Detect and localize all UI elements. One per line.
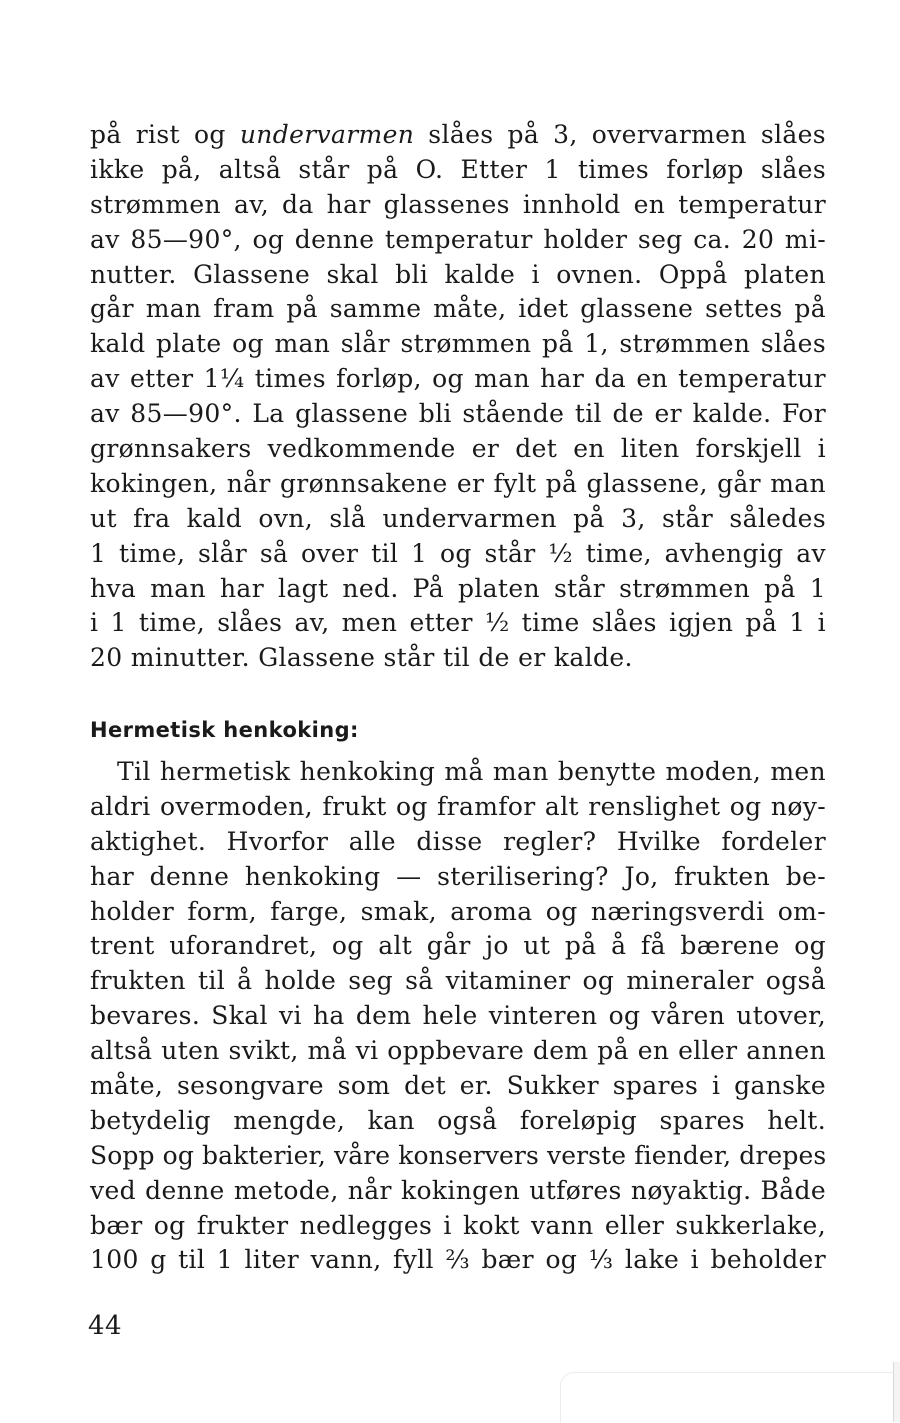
text-line: hva man har lagt ned. På platen står strømmen på 1 bbox=[90, 573, 826, 603]
emphasized-word: undervarmen bbox=[239, 120, 415, 149]
text-line: trent uforandret, og alt går jo ut på å få bærene og bbox=[90, 931, 826, 961]
text-line: holder form, farge, smak, aroma og næringsverdi om- bbox=[90, 896, 826, 926]
text-line: ved denne metode, når kokingen utføres nøyaktig. Både bbox=[90, 1175, 826, 1205]
text-line: frukten til å holde seg så vitaminer og mineraler også bbox=[90, 966, 826, 996]
text-line: altså uten svikt, må vi oppbevare dem på en eller annen bbox=[90, 1036, 826, 1066]
text-line: av 85—90°, og denne temperatur holder seg ca. 20 mi- bbox=[90, 224, 826, 254]
text-line: av etter 1¼ times forløp, og man har da en temperatur bbox=[90, 364, 826, 394]
page-edge-shadow bbox=[560, 1372, 900, 1423]
text-line: bær og frukter nedlegges i kokt vann eller sukkerlake, bbox=[90, 1210, 826, 1240]
section-heading: Hermetisk henkoking: bbox=[90, 718, 359, 742]
text-line: har denne henkoking — sterilisering? Jo, frukten be- bbox=[90, 861, 826, 891]
text-line: betydelig mengde, kan også foreløpig spares helt. bbox=[90, 1105, 826, 1135]
text-line: går man fram på samme måte, idet glassene settes på bbox=[90, 294, 826, 324]
text-line: 20 minutter. Glassene står til de er kalde. bbox=[90, 643, 633, 673]
page-number: 44 bbox=[88, 1311, 123, 1341]
text-line: 100 g til 1 liter vann, fyll ⅔ bær og ⅓ lake i beholder bbox=[90, 1245, 826, 1275]
text-line: av 85—90°. La glassene bli stående til de er kalde. For bbox=[90, 399, 826, 429]
text-line: på rist og undervarmen slåes på 3, overvarmen slåes bbox=[90, 120, 826, 149]
text-line: aktighet. Hvorfor alle disse regler? Hvilke fordeler bbox=[90, 826, 826, 856]
text-line: ikke på, altså står på O. Etter 1 times forløp slåes bbox=[90, 154, 826, 184]
text-line: Sopp og bakterier, våre konservers verste fiender, drepes bbox=[90, 1140, 827, 1170]
text-line: nutter. Glassene skal bli kalde i ovnen. Oppå platen bbox=[90, 259, 826, 289]
paragraph-oven-instructions bbox=[90, 118, 826, 676]
paragraph-hermetic-canning bbox=[90, 755, 826, 1278]
text-line: bevares. Skal vi ha dem hele vinteren og våren utover, bbox=[90, 1001, 826, 1031]
text-line: måte, sesongvare som det er. Sukker spares i ganske bbox=[90, 1071, 826, 1101]
text-line: kokingen, når grønnsakene er fylt på glassene, går man bbox=[90, 468, 826, 498]
text-line: 1 time, slår så over til 1 og står ½ time, avhengig av bbox=[90, 538, 826, 568]
page-edge-mark bbox=[893, 1362, 900, 1422]
text-line: kald plate og man slår strømmen på 1, strømmen slåes bbox=[90, 329, 826, 359]
text-line: ut fra kald ovn, slå undervarmen på 3, står således bbox=[90, 503, 826, 533]
text-line: grønnsakers vedkommende er det en liten forskjell i bbox=[90, 434, 826, 464]
text-line: strømmen av, da har glassenes innhold en temperatur bbox=[90, 189, 826, 219]
text-line: Til hermetisk henkoking må man benytte moden, men bbox=[117, 757, 826, 786]
text-line: aldri overmoden, frukt og framfor alt renslighet og nøy- bbox=[90, 791, 826, 821]
text-line: i 1 time, slåes av, men etter ½ time slåes igjen på 1 i bbox=[90, 608, 826, 638]
